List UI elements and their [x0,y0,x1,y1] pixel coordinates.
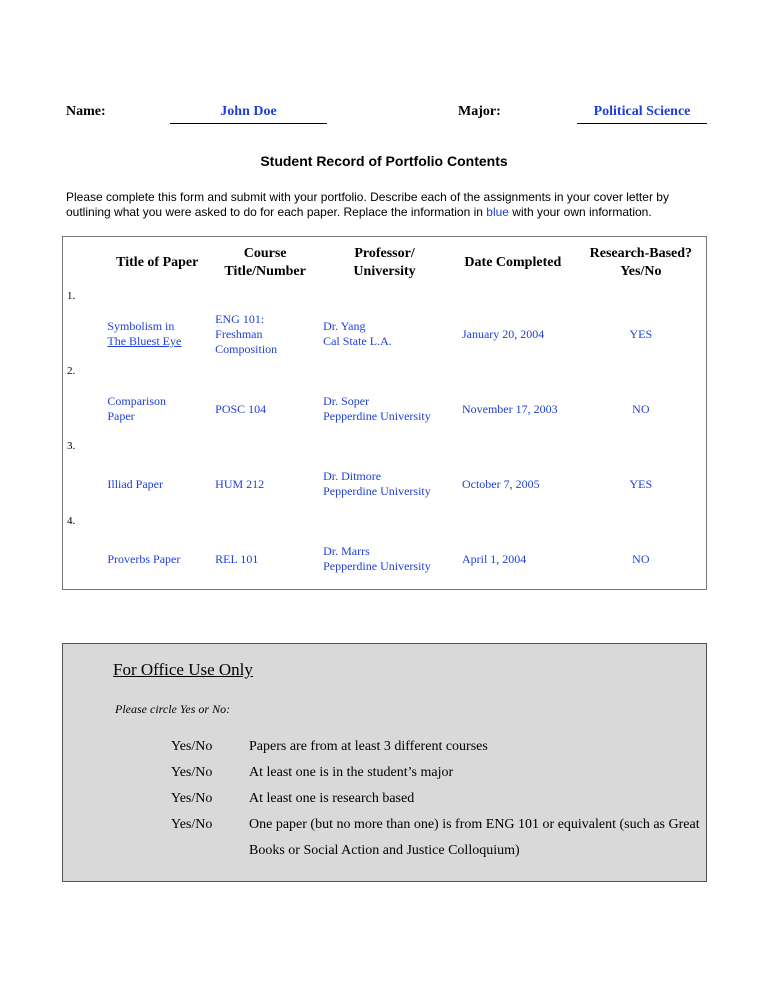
professor-cell[interactable] [319,529,450,590]
table-row [63,379,707,439]
professor-name: Dr. Ditmore [323,469,382,483]
checklist-item [171,734,704,760]
yes-no-option[interactable]: Yes/No [171,765,213,780]
paper-title-line1: Comparison [107,394,167,408]
yes-no-option[interactable]: Yes/No [171,817,213,832]
header-number [63,237,104,290]
checklist-item [171,786,704,812]
header-date: Date Completed [464,255,562,270]
date-cell[interactable]: November 17, 2003 [461,401,558,416]
professor-cell[interactable] [319,379,450,439]
row-number: 2. [67,365,76,377]
header-course: Course Title/Number [224,246,306,279]
name-label: Name: [66,104,106,119]
instructions-highlight: blue [486,205,509,219]
page-title: Student Record of Portfolio Contents [260,153,508,169]
row-number-line [63,364,707,379]
office-use-note: Please circle Yes or No: [115,702,231,716]
paper-title[interactable] [103,379,211,439]
checklist-item [171,760,704,786]
row-number-line [63,289,707,304]
course-cell[interactable]: POSC 104 [215,401,267,416]
professor-name: Dr. Marrs [323,544,370,558]
professor-university: Pepperdine University [323,559,431,573]
table-row [63,304,707,364]
row-number-line [63,514,707,529]
research-cell[interactable]: NO [632,401,650,416]
row-number-line [63,439,707,454]
table-row [63,454,707,514]
table-row [63,529,707,590]
course-cell[interactable]: ENG 101: Freshman Composition [215,311,278,356]
row-number: 4. [67,515,76,527]
instructions-text-end: with your own information. [508,205,652,219]
portfolio-table [62,236,707,590]
paper-title-line2: The Bluest Eye [107,334,182,348]
header-title-of-paper: Title of Paper [116,255,199,270]
office-checklist [171,734,704,864]
professor-cell[interactable] [319,304,450,364]
paper-title[interactable]: Illiad Paper [107,476,164,491]
professor-university: Pepperdine University [323,409,431,423]
checklist-text: At least one is in the student’s major [249,765,454,780]
office-use-box [62,643,707,882]
professor-university: Cal State L.A. [323,334,392,348]
professor-cell[interactable] [319,454,450,514]
research-cell[interactable]: NO [632,551,650,566]
date-cell[interactable]: October 7, 2005 [461,476,540,491]
paper-title[interactable]: Proverbs Paper [107,551,181,566]
paper-title[interactable] [103,304,211,364]
name-field[interactable]: John Doe [170,104,327,124]
course-cell[interactable]: HUM 212 [215,476,265,491]
paper-title-line1: Symbolism in [107,319,175,333]
professor-name: Dr. Yang [323,319,366,333]
checklist-item [171,812,704,864]
checklist-text: At least one is research based [249,791,415,806]
yes-no-option[interactable]: Yes/No [171,791,213,806]
major-field[interactable]: Political Science [577,104,707,124]
date-cell[interactable]: April 1, 2004 [461,551,527,566]
paper-title-line2: Paper [107,409,135,423]
yes-no-option[interactable]: Yes/No [171,739,213,754]
course-cell[interactable]: REL 101 [215,551,259,566]
row-number: 3. [67,440,76,452]
header-professor: Professor/ University [353,246,416,279]
major-label: Major: [458,104,501,119]
professor-name: Dr. Soper [323,394,370,408]
instructions-text: Please complete this form and submit with your portfolio. Describe each of the assignments in your cover letter by outlining what you were asked to do for each paper. Replace the information in [66,190,669,219]
instructions [66,190,716,220]
office-use-title: For Office Use Only [113,660,253,679]
research-cell[interactable]: YES [629,326,653,341]
row-number: 1. [67,290,76,302]
professor-university: Pepperdine University [323,484,431,498]
checklist-text: One paper (but no more than one) is from ENG 101 or equivalent (such as Great Books or Social Action and Justice Colloquium) [249,817,700,858]
date-cell[interactable]: January 20, 2004 [461,326,545,341]
research-cell[interactable]: YES [629,476,653,491]
table-header-row [63,237,707,290]
checklist-text: Papers are from at least 3 different courses [249,739,488,754]
header-research: Research-Based? Yes/No [589,246,693,279]
